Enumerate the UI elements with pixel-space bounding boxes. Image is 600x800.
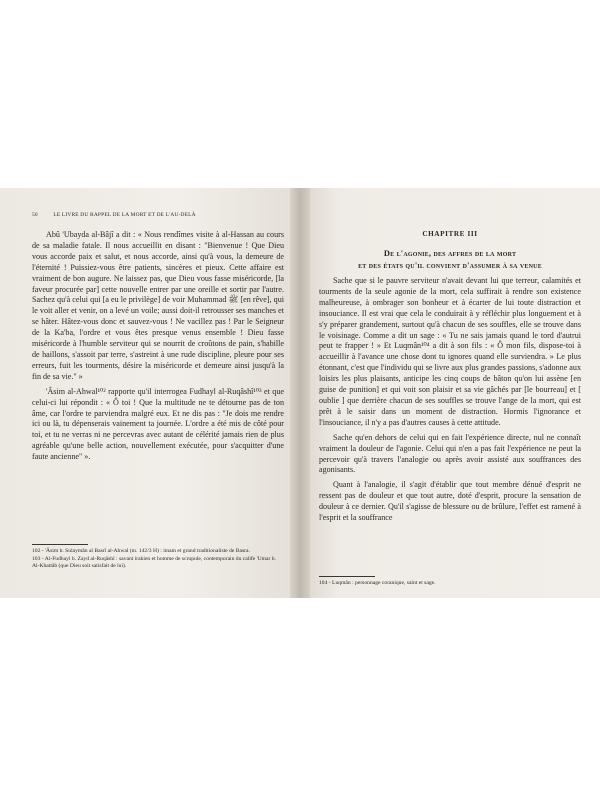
book-spread — [0, 188, 600, 598]
left-body-text — [32, 230, 284, 467]
chapter-title — [319, 248, 581, 272]
paragraph: Quant à l'analogie, il s'agit d'établir que tout membre dénué d'esprit ne ressent pas de douleur et que tout autre, doté d'esprit, procure la sensation de douleur à ce dernier. Qu'il s'agisse de blessure ou de brûlure, l'effet est ramené à l'esprit et la souffrance — [319, 480, 581, 523]
footnote-rule — [32, 544, 88, 545]
paragraph: Sache qu'en dehors de celui qui en fait l'expérience directe, nul ne connaît vraiment la douleur de l'agonie. Celui qui n'en a pas fait l'expérience ne peut la percevoir qu'à travers l'analogie ou après avoir assisté aux souffrances des agonisants. — [319, 432, 581, 475]
chapter-title-line: De l'agonie, des affres de la mort — [383, 249, 517, 258]
chapter-heading — [319, 230, 581, 272]
paragraph: 'Âsim al-Ahwal¹⁰² rapporte qu'il interrogea Fudhayl al-Ruqâshî¹⁰³ et que celui-ci lui répondit : « Ô toi ! Que la multitude ne te détourne pas de ton âme, car l'ordre te parviendra malgré eux. Et ne dis pas : "Je dois me rendre ici ou là, tu dépenserais vainement ta journée. L'ordre a été mis de côté pour toi, et tu ne verras ni ne percevras avec autant de célérité jamais rien de plus agréable qu'une belle action, nouvellement exécutée, pour s'acquitter d'une faute ancienne" ». — [32, 386, 284, 462]
footnote-rule — [319, 576, 375, 577]
right-body-text — [319, 276, 581, 528]
paragraph: Sache que si le pauvre serviteur n'avait devant lui que terreur, calamités et tourments de la seule agonie de la mort, cela suffirait à rendre son existence malheureuse, à ombrager son bonheur et à écarter de lui toute distraction et insouciance. Il est vrai que cela le conduirait à y réfléchir plus longuement et à s'y préparer grandement, surtout qu'à chacun de ses souffles, elle se trouve dans le voisinage. Comme a dit un sage : « Tu ne sais jamais quand le tord d'autrui peut te frapper ! » Et Luqmân¹⁰⁴ a dit à son fils : « Ô mon fils, dispose-toi à accueillir à l'avance une chose dont tu ignores quand elle surviendra. » Le plus étonnant, c'est que l'individu qui se livre aux plus grandes passions, s'adonne aux loisirs les plus plaisants, anticipe les cinq coups de bâton qu'on lui assène [en guise de punition] et qui voit son plaisir et sa vie gâchés par [le bourreau] et [ oublie ] que derrière chacun de ses souffles se trouve l'ange de la mort, qui est prêt à le saisir dans un moment de distraction. Hormis l'ignorance et l'insouciance, il n'y a pas d'autres causes à cette attitude. — [319, 276, 581, 427]
book-gutter — [290, 188, 310, 598]
footnote: 103 - Al-Fudhayl b. Zayd al-Ruqâshî : savant irakien et homme de scrupule, contemporain du calife 'Umar b. Al-Khattâb (que Dieu soit satisfait de lui). — [32, 556, 276, 570]
running-head — [32, 212, 282, 218]
page-number: 50 — [32, 212, 38, 218]
footnote: 102 - 'Âsim b. Sulaymân al Basrî al-Ahwal (m. 142/3 H) : imam et grand traditionaliste de Basra. — [32, 548, 250, 554]
chapter-label: CHAPITRE III — [422, 230, 478, 238]
right-page — [303, 188, 600, 598]
footnote: 104 - Luqmân : personnage coranique, saint et sage. — [319, 580, 436, 586]
running-head-title: LE LIVRE DU RAPPEL DE LA MORT ET DE L'AU-DELÀ — [53, 212, 196, 218]
left-footnotes — [32, 544, 284, 572]
left-page — [0, 188, 297, 598]
chapter-title-line: et des états qu'il convient d'assumer à sa venue — [358, 261, 542, 270]
paragraph: Abû 'Ubayda al-Bâjî a dit : « Nous rendîmes visite à al-Hassan au cours de sa maladie fatale. Il nous accueillit en disant : "Bienvenue ! Que Dieu vous accorde paix et salut, et nous accorde, ainsi qu'à vous, la demeure de l'éternité ! Puissiez-vous être patients, sincères et pieux. Cette affaire est vraiment de bon augure. Ne laissez pas, que Dieu vous fasse miséricorde, [la faveur procurée par] cette nouvelle entrer par une oreille et sortir par l'autre. Sachez qu'à celui qui [a eu le privilège] de voir Muhammad ﷺ [en rêve], qui le voit aller et venir, on a levé un voile; aussi doit-il retrousser ses manches et se hâter. Hâtez-vous donc et sauvez-vous ! Ne vacillez pas ! Par le Seigneur de la Ka'ba, l'ordre et vous êtes presque venus ensemble ! Dieu fasse miséricorde à l'humble serviteur qui se nourrit de croûtons de pain, s'habille de haillons, s'assoit par terre, s'astreint à une rude discipline, pleure pour ses erreurs, fuit les tourments, désire la miséricorde et demeure ainsi jusqu'à la fin de sa vie." » — [32, 230, 284, 381]
right-footnotes — [319, 576, 581, 588]
